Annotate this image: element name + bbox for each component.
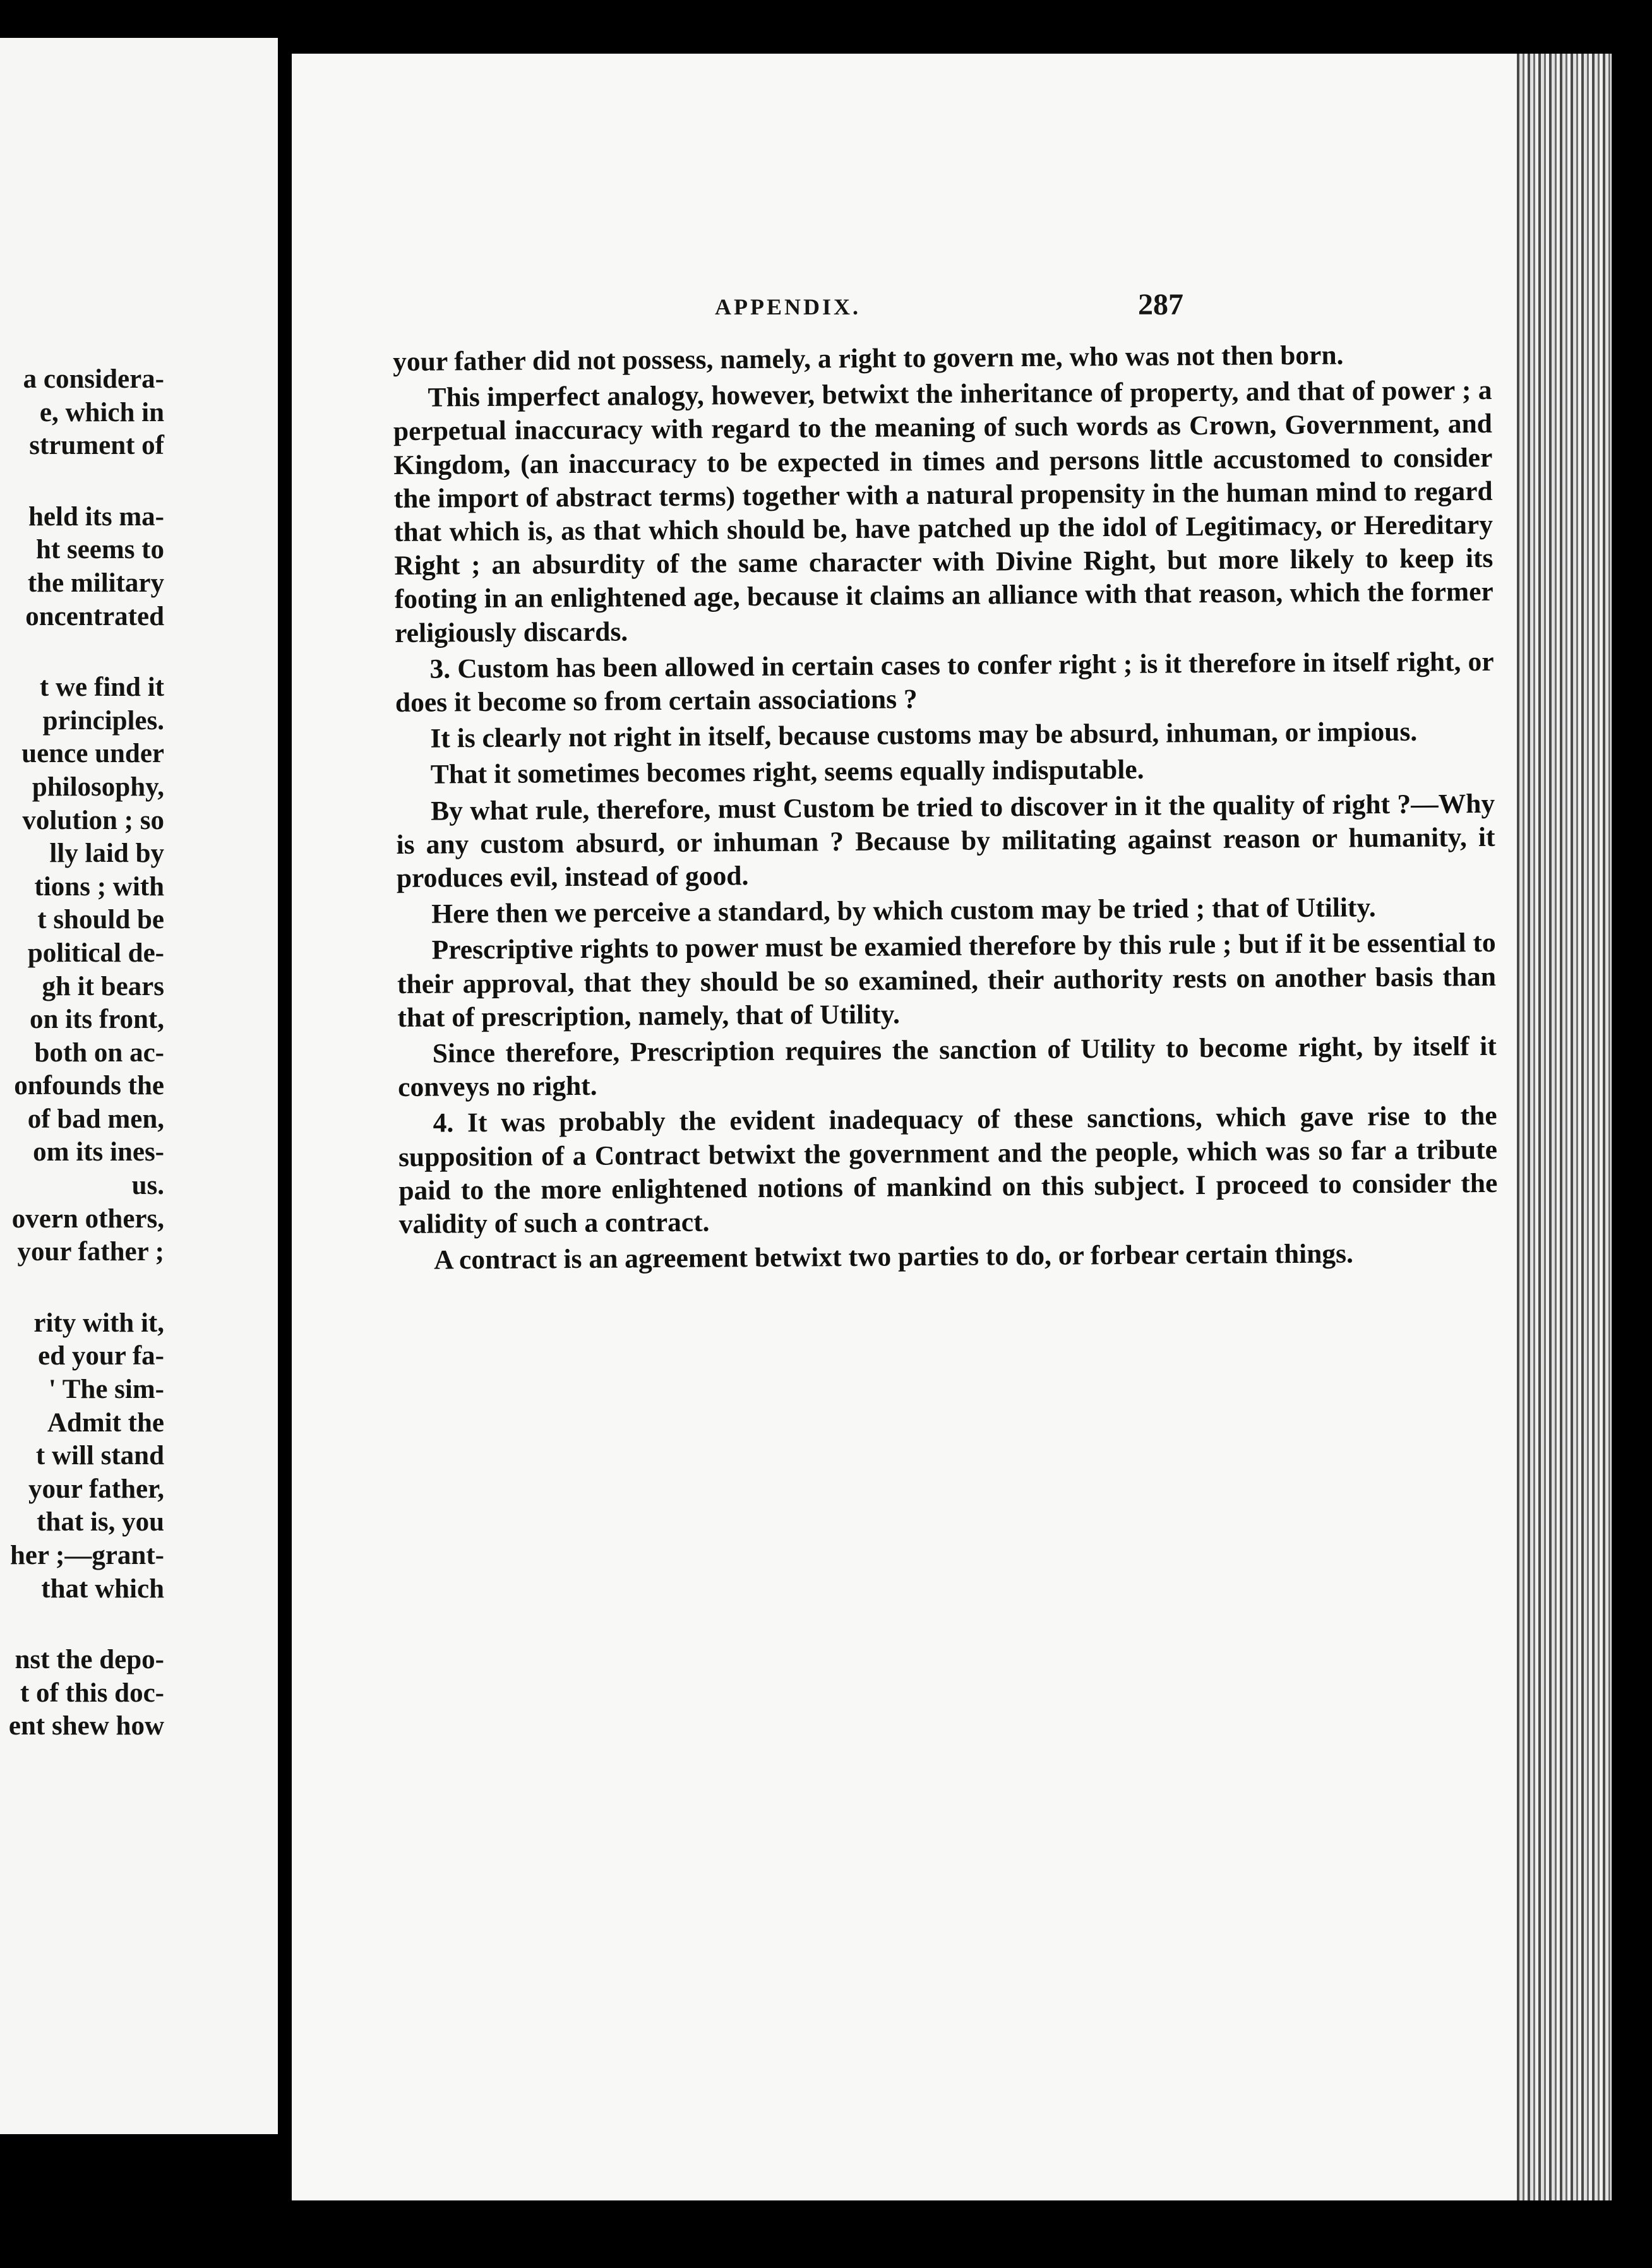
left-page-line: t of this doc- — [20, 1678, 164, 1708]
left-page-line: ent shew how — [8, 1711, 164, 1741]
left-page-line: the military — [27, 568, 164, 598]
paragraph: That it sometimes becomes right, seems equally indisputable. — [430, 755, 1144, 791]
left-page-line: your father ; — [17, 1237, 164, 1267]
left-page-line: e, which in — [39, 397, 164, 427]
left-page-line — [0, 633, 164, 671]
left-page-line: nst the depo- — [15, 1645, 164, 1675]
left-page-fragment — [0, 38, 278, 2134]
left-page-line: lly laid by — [49, 839, 164, 869]
page-number: 287 — [1138, 288, 1183, 321]
left-page-line: strument of — [29, 431, 164, 461]
left-page-line: both on ac- — [34, 1037, 164, 1068]
paragraph: Since therefore, Prescription requires the sanction of Utility to become right, by itself it conveys no right. — [398, 1030, 1497, 1103]
left-page-line: philosophy, — [32, 772, 164, 802]
left-page-line: her ;—grant- — [9, 1541, 164, 1570]
left-page-line — [0, 1269, 164, 1307]
left-page-line: overn others, — [11, 1203, 164, 1234]
left-page-line: held its ma- — [28, 501, 164, 532]
left-page-line: gh it bears — [42, 971, 164, 1001]
paragraph: your father did not possess, namely, a right to govern me, who was not then born. — [393, 340, 1344, 377]
paragraph: It is clearly not right in itself, because customs may be absurd, inhuman, or impious. — [430, 716, 1418, 754]
paragraph: This imperfect analogy, however, betwixt the inheritance of property, and that of power ; a perpetual inaccuracy with regard to the meaning of such words as Crown, Government, and Kingdom, (an inaccuracy to be expected in times and persons little accustomed to consider the import of abstract terms) together with a natural propensity in the human mind to regard that which is, as that which should be, have patched up the idol of Legitimacy, or Hereditary Right ; an absurdity of the same character with Divine Right, but more likely to keep its footing in an enlightened age, because it claims an alliance with that reason, which the former religiously discards. — [393, 375, 1493, 648]
left-page-line: political de- — [27, 938, 164, 968]
left-page-line — [0, 463, 164, 501]
paragraph: 4. It was probably the evident inadequacy of these sanctions, which gave rise to the supposition of a Contract betwixt the government and the people, which was so far a tribute paid to the more enlightened notions of mankind on this subject. I proceed to consider the validity of such a contract. — [398, 1101, 1498, 1240]
left-page-line: t will stand — [35, 1441, 164, 1471]
right-page — [292, 54, 1612, 2200]
paragraph: A contract is an agreement betwixt two parties to do, or forbear certain things. — [433, 1238, 1354, 1275]
paragraph: By what rule, therefore, must Custom be tried to discover in it the quality of right ?—Why is any custom absurd, or inhuman ? Because by militating against reason or humanity, it produces evil, instead of good. — [396, 788, 1495, 894]
left-page-line: rity with it, — [33, 1308, 164, 1338]
page-body-text — [393, 338, 1498, 1278]
left-page-line: principles. — [42, 705, 164, 736]
left-page-line — [0, 1606, 164, 1644]
paragraph: 3. Custom has been allowed in certain cases to confer right ; is it therefore in itself right, or does it become so from certain associations ? — [395, 646, 1494, 719]
paragraph: Prescriptive rights to power must be examied therefore by this rule ; but if it be essential to their approval, that they should be so examined, their authority rests on another basis than that of prescription, namely, that of Utility. — [397, 928, 1497, 1033]
left-page-line: ht seems to — [35, 535, 164, 565]
paragraph: Here then we perceive a standard, by which custom may be tried ; that of Utility. — [431, 892, 1376, 929]
left-page-line: that is, you — [37, 1507, 164, 1537]
left-page-line: tions ; with — [34, 871, 164, 902]
left-page-line: us. — [131, 1171, 164, 1201]
running-head: APPENDIX. — [715, 294, 861, 319]
left-page-text — [0, 363, 164, 1743]
left-page-line: volution ; so — [22, 805, 164, 835]
left-page-line: that which — [41, 1573, 164, 1604]
left-page-line: uence under — [21, 739, 164, 769]
left-page-line: of bad men, — [27, 1104, 164, 1134]
left-page-line: om its ines- — [33, 1137, 164, 1167]
left-page-line: Admit the — [47, 1407, 164, 1438]
left-page-line: ' The sim- — [48, 1375, 164, 1405]
left-page-line: t should be — [37, 905, 164, 935]
left-page-line: t we find it — [39, 672, 164, 703]
left-page-line: ed your fa- — [38, 1341, 164, 1371]
left-page-line: onfounds the — [14, 1071, 164, 1101]
left-page-line: a considera- — [23, 364, 164, 394]
left-page-line: your father, — [28, 1474, 164, 1504]
left-page-line: oncentrated — [25, 601, 164, 631]
page-edge — [1517, 54, 1612, 2200]
left-page-line: on its front, — [29, 1005, 164, 1035]
